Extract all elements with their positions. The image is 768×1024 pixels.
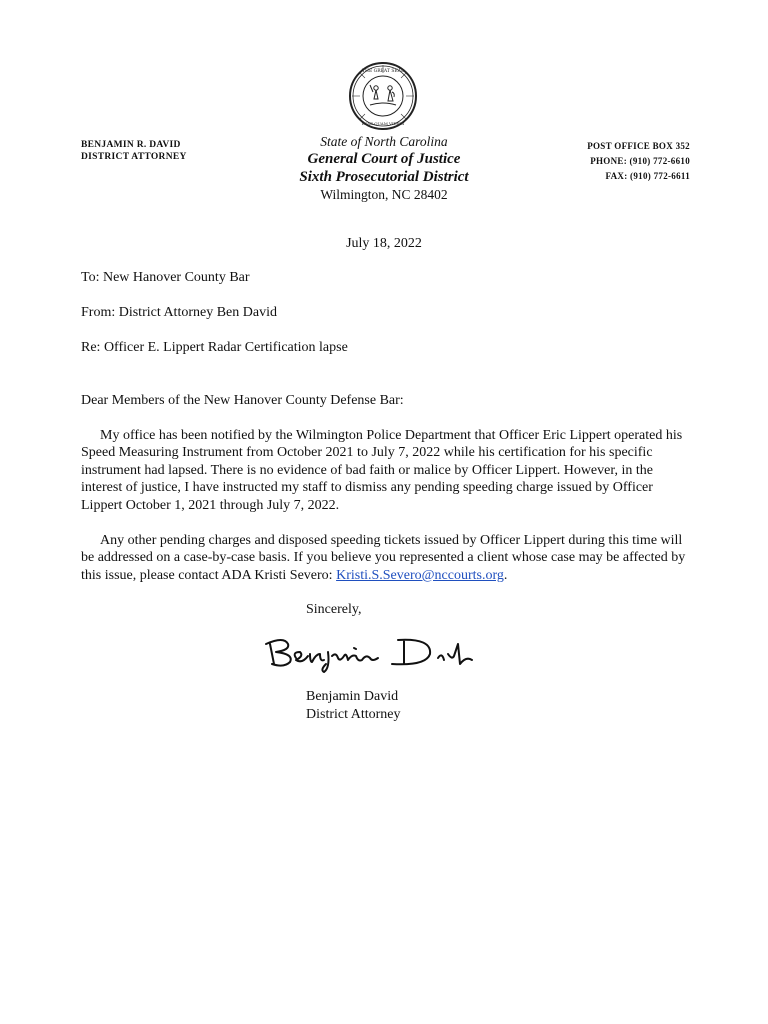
court-name: General Court of Justice [307, 151, 461, 167]
letter-date: July 18, 2022 [346, 236, 422, 251]
state-name: State of North Carolina [320, 134, 448, 149]
signer-block [306, 688, 401, 723]
email-link[interactable]: Kristi.S.Severo@nccourts.org [336, 567, 504, 583]
body-paragraph-1: My office has been notified by the Wilmington Police Department that Officer Eric Lippert operated his Speed Measuring Instrument from October 2021 to July 7, 2022 while his certification for his specific instrument had lapsed. There is no evidence of bad faith or malice by Officer Lippert. However, in the interest of justice, I have instructed my staff to dismiss any pending speeding charge issued by Officer Lippert October 1, 2021 through July 7, 2022. [81, 428, 683, 513]
closing: Sincerely, [306, 602, 362, 617]
da-name: BENJAMIN R. DAVID [81, 140, 181, 150]
district-name: Sixth Prosecutorial District [299, 169, 469, 185]
phone: PHONE: (910) 772-6610 [590, 156, 690, 166]
memo-to: To: New Hanover County Bar [81, 270, 250, 285]
po-box: POST OFFICE BOX 352 [587, 141, 690, 151]
memo-from: From: District Attorney Ben David [81, 305, 277, 320]
body-paragraph-2 [81, 532, 691, 584]
signature-icon [262, 630, 477, 674]
city-address: Wilmington, NC 28402 [320, 187, 448, 202]
letterhead-right [587, 139, 690, 184]
signer-name: Benjamin David [306, 689, 399, 704]
paragraph-2-end: . [503, 567, 508, 583]
memo-re: Re: Officer E. Lippert Radar Certification lapse [81, 340, 348, 355]
paragraph-2-text: Any other pending charges and disposed speeding tickets issued by Officer Lippert during this time will be addressed on a case-by-case basis. If you believe you represented a client whose case may be affected by this issue, please contact ADA Kristi Severo: [81, 533, 686, 583]
da-title: DISTRICT ATTORNEY [81, 152, 187, 162]
fax: FAX: (910) 772-6611 [605, 171, 690, 181]
signer-title: District Attorney [306, 706, 401, 722]
state-seal-icon [348, 61, 418, 131]
svg-text:ESSE QUAM VIDERI: ESSE QUAM VIDERI [361, 121, 405, 126]
salutation: Dear Members of the New Hanover County Defense Bar: [81, 393, 404, 408]
svg-text:THE GREAT SEAL: THE GREAT SEAL [362, 69, 404, 74]
